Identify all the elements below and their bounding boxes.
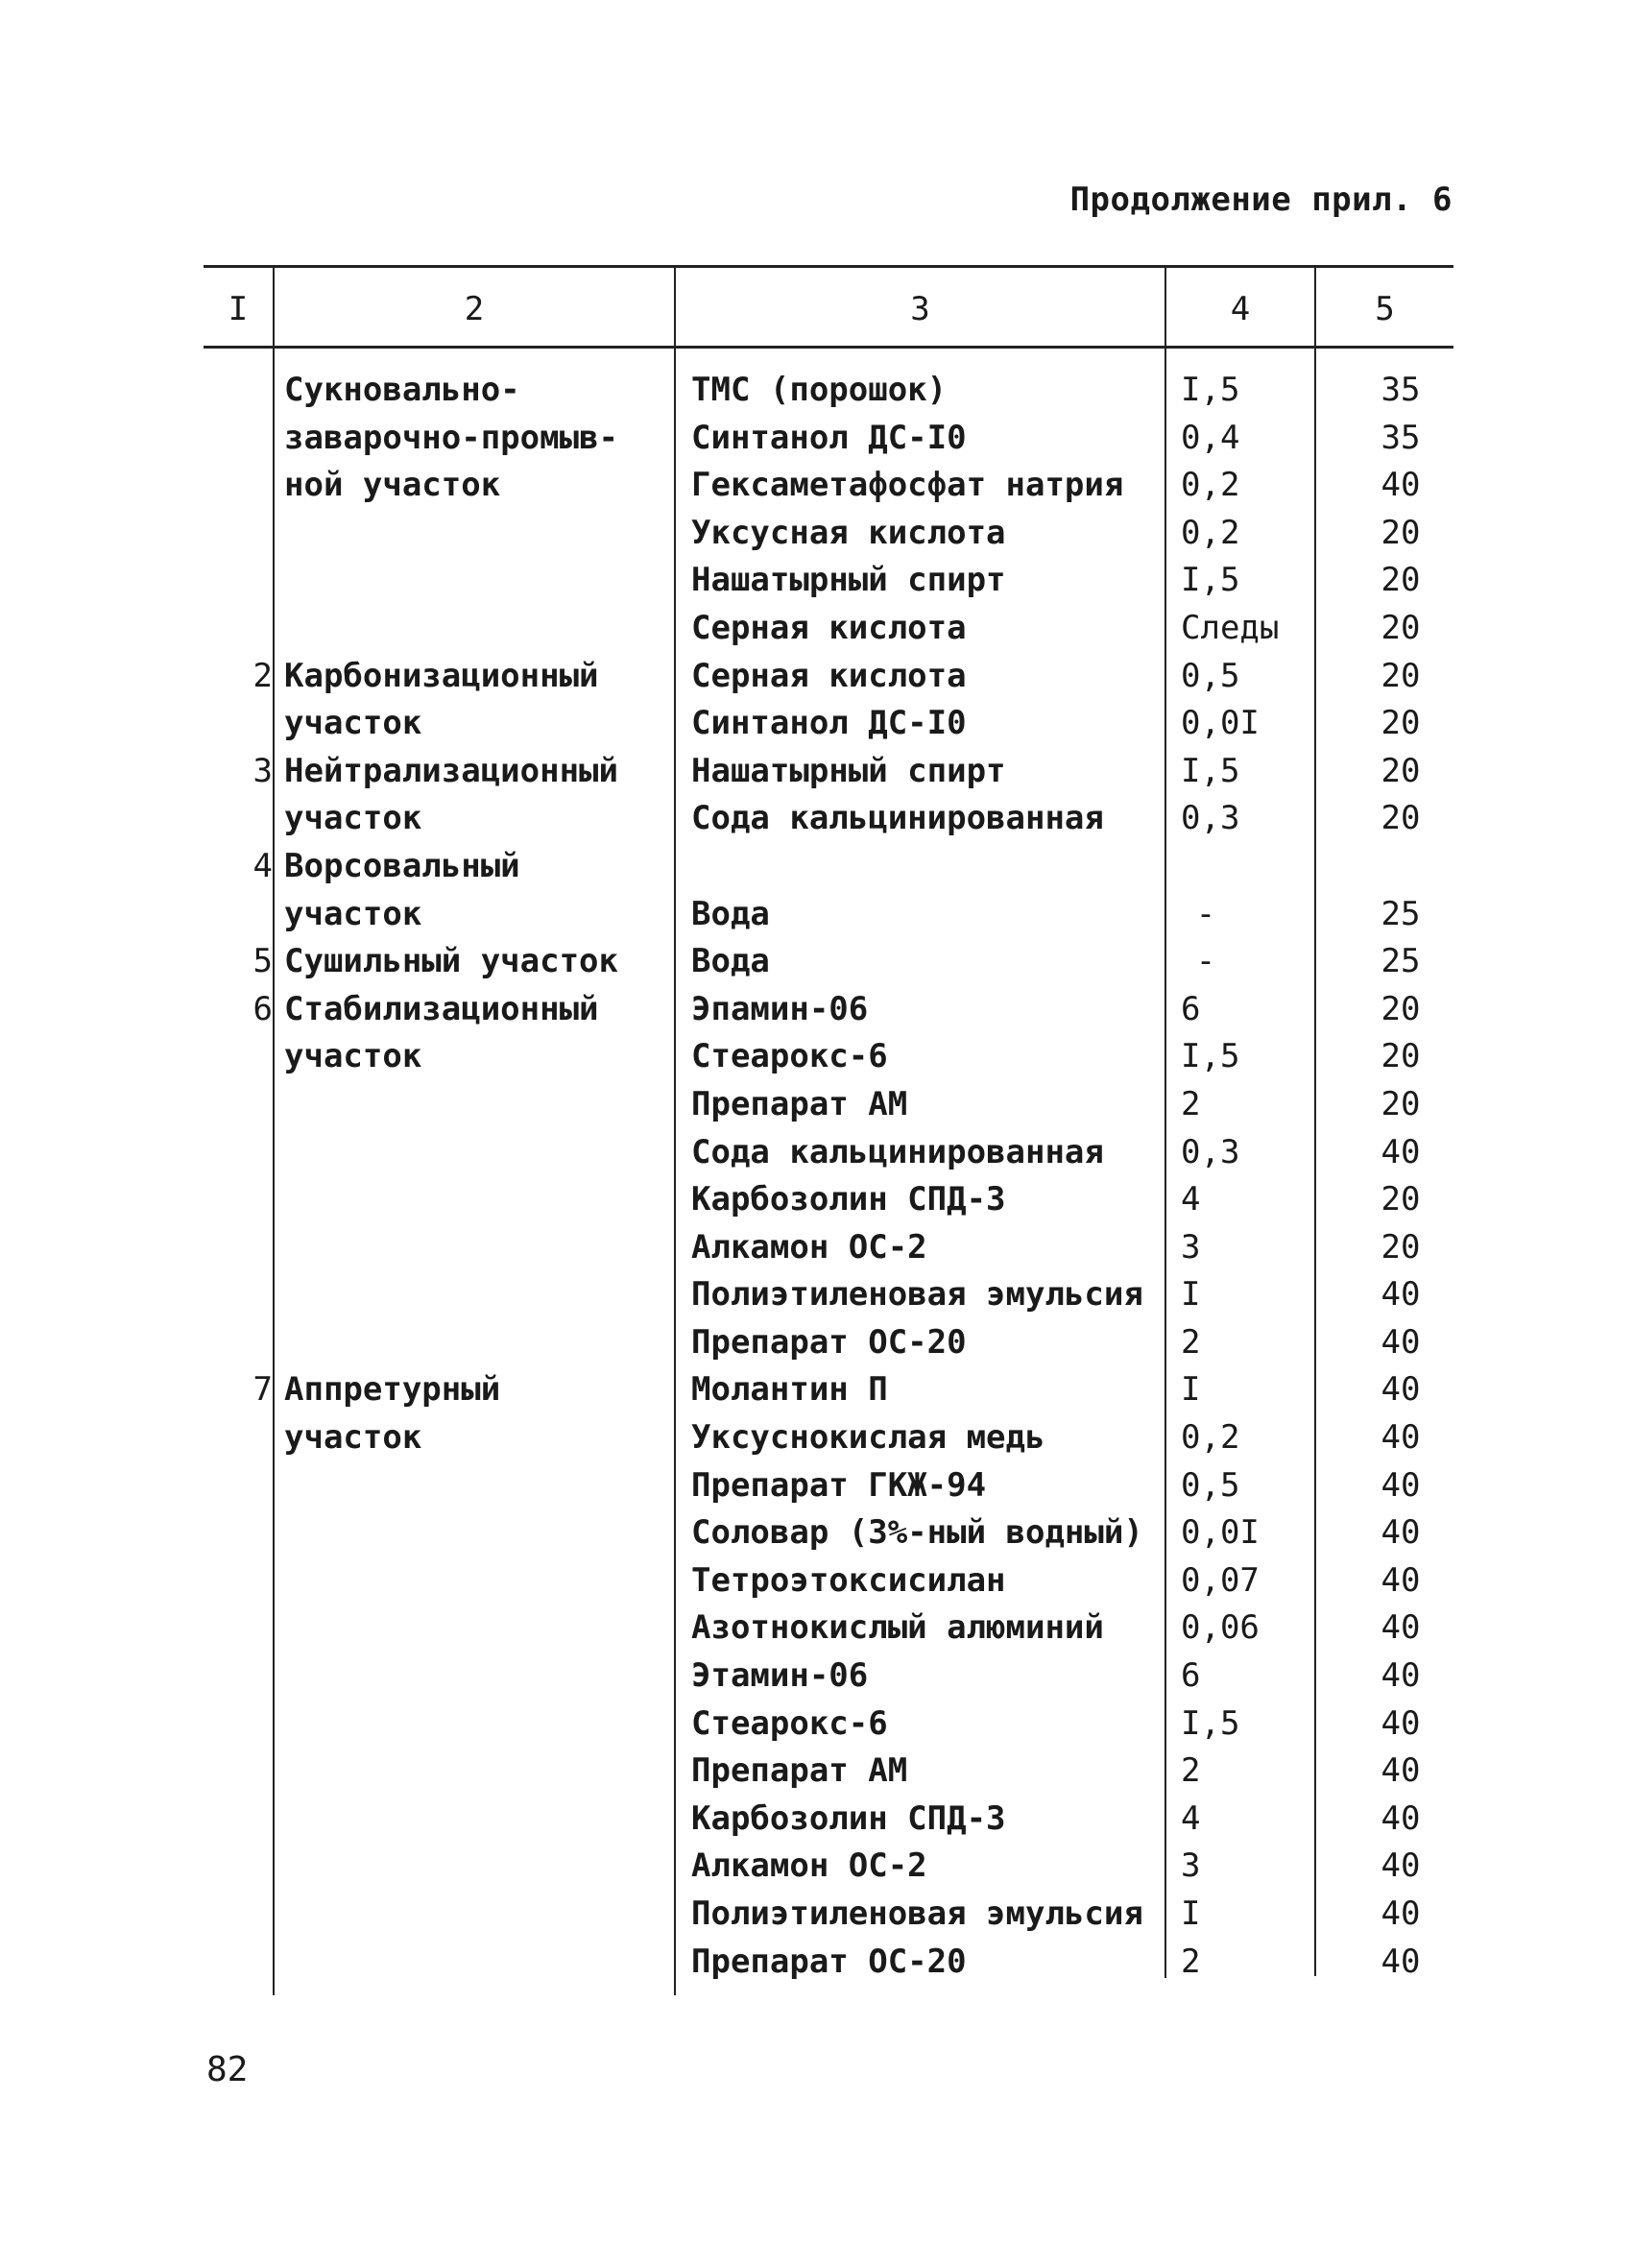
area-name	[284, 1129, 678, 1177]
area-name: участок	[284, 894, 422, 933]
table-row	[204, 891, 1453, 939]
row-number	[204, 367, 273, 415]
substance-name: Вода	[691, 942, 770, 981]
amount-value: 2	[1181, 1322, 1201, 1362]
temperature-value: 20	[1381, 656, 1421, 695]
table-row	[204, 1176, 1453, 1224]
row-number	[204, 415, 273, 463]
amount-value: I	[1181, 1370, 1201, 1410]
table-row	[204, 1224, 1453, 1272]
area-name	[284, 1796, 678, 1844]
area-name: заварочно-промыв-	[284, 418, 618, 457]
row-number	[204, 1033, 273, 1081]
area-name: ной участок	[284, 466, 501, 505]
row-number	[204, 1319, 273, 1367]
table-row	[204, 843, 1453, 891]
row-number-text: 5	[252, 942, 273, 981]
temperature-value: 20	[1381, 799, 1421, 838]
substance-name: Сода кальцинированная	[691, 1132, 1104, 1171]
row-number	[204, 1939, 273, 1987]
amount-value: I	[1181, 1275, 1201, 1315]
table-row	[204, 1748, 1453, 1796]
table-row	[204, 462, 1453, 510]
area-name: участок	[284, 1418, 422, 1458]
page-heading: Продолжение прил. 6	[1069, 181, 1453, 219]
substance-name: Препарат ОС-20	[691, 1322, 967, 1362]
table-row	[204, 510, 1453, 558]
amount-value: 0,5	[1181, 656, 1240, 695]
area-name: Нейтрализационный	[284, 751, 618, 790]
amount-value: 0,06	[1181, 1608, 1260, 1648]
area-name: Аппретурный	[284, 1370, 501, 1410]
area-name	[284, 1462, 678, 1510]
temperature-value: 20	[1381, 1084, 1421, 1123]
area-name: Карбонизационный	[284, 656, 599, 695]
substance-name: Серная кислота	[691, 608, 967, 647]
table-row	[204, 1796, 1453, 1844]
row-number	[204, 1224, 273, 1272]
column-header-5: 5	[1375, 290, 1395, 328]
substance-name: Нашатырный спирт	[691, 561, 1006, 600]
temperature-value: 20	[1381, 561, 1421, 600]
amount-value: 3	[1181, 1227, 1201, 1267]
substance-name: Вода	[691, 894, 770, 933]
temperature-value: 40	[1381, 1560, 1421, 1600]
row-number	[204, 1176, 273, 1224]
table-row	[204, 1081, 1453, 1129]
area-name	[284, 1557, 678, 1605]
area-name	[284, 1604, 678, 1653]
amount-value: 0,0I	[1181, 704, 1260, 743]
substance-name: Полиэтиленовая эмульсия	[691, 1894, 1143, 1933]
page-number: 82	[206, 2050, 249, 2089]
amount-value: 0,5	[1181, 1465, 1240, 1505]
amount-value: I,5	[1181, 561, 1240, 600]
row-number	[204, 938, 273, 986]
table-row	[204, 1462, 1453, 1510]
amount-value: 0,07	[1181, 1560, 1260, 1600]
table-row	[204, 1033, 1453, 1081]
temperature-value: 35	[1381, 371, 1421, 409]
amount-value: 0,2	[1181, 513, 1240, 552]
area-name: Сукновально-	[284, 371, 520, 409]
table-row	[204, 653, 1453, 701]
column-header-4: 4	[1230, 290, 1251, 328]
temperature-value: 40	[1381, 1608, 1421, 1648]
temperature-value: 40	[1381, 1656, 1421, 1696]
row-number	[204, 1701, 273, 1749]
temperature-value: 40	[1381, 1418, 1421, 1458]
row-number	[204, 605, 273, 653]
amount-dash: -	[1195, 894, 1216, 933]
table-row	[204, 700, 1453, 748]
temperature-value: 40	[1381, 1703, 1421, 1743]
table-row	[204, 1414, 1453, 1462]
row-number-text: 3	[252, 751, 273, 790]
table-row	[204, 605, 1453, 653]
substance-name: Эпамин-06	[691, 989, 869, 1028]
area-name: Стабилизационный	[284, 989, 599, 1028]
substance-name: Препарат ГКЖ-94	[691, 1465, 987, 1505]
table-row	[204, 938, 1453, 986]
substance-name: Сода кальцинированная	[691, 799, 1104, 838]
row-number	[204, 510, 273, 558]
row-number	[204, 891, 273, 939]
temperature-value: 40	[1381, 1132, 1421, 1171]
row-number	[204, 1081, 273, 1129]
amount-value: 0,4	[1181, 418, 1240, 457]
temperature-value: 40	[1381, 1894, 1421, 1933]
amount-value: 2	[1181, 1084, 1201, 1123]
substance-name: Карбозолин СПД-3	[691, 1798, 1006, 1838]
substance-name: Серная кислота	[691, 656, 967, 695]
temperature-value: 20	[1381, 751, 1421, 790]
substance-name: Полиэтиленовая эмульсия	[691, 1275, 1143, 1315]
table-row	[204, 1366, 1453, 1414]
row-number	[204, 1796, 273, 1844]
temperature-value: 25	[1381, 894, 1421, 933]
substance-name: Молантин П	[691, 1370, 888, 1410]
row-number	[204, 1557, 273, 1605]
row-number-text: 7	[252, 1370, 273, 1410]
area-name	[284, 1319, 678, 1367]
area-name	[284, 1891, 678, 1939]
amount-value: 0,0I	[1181, 1513, 1260, 1553]
table-row	[204, 415, 1453, 463]
area-name: Сушильный участок	[284, 942, 618, 981]
table-row	[204, 1653, 1453, 1701]
area-name	[284, 1653, 678, 1701]
amount-value	[1181, 891, 1315, 939]
temperature-value: 20	[1381, 1227, 1421, 1267]
temperature-value	[1357, 843, 1444, 891]
amount-value: I,5	[1181, 371, 1240, 409]
temperature-value: 40	[1381, 1370, 1421, 1410]
row-number	[204, 1891, 273, 1939]
table-row	[204, 1604, 1453, 1653]
row-number	[204, 1509, 273, 1557]
area-name	[284, 1843, 678, 1891]
area-name: Ворсовальный	[284, 846, 520, 885]
amount-value: I	[1181, 1894, 1201, 1933]
row-number	[204, 557, 273, 605]
area-name	[284, 1271, 678, 1319]
amount-value: 2	[1181, 1942, 1201, 1981]
substance-name: Соловар (3%-ный водный)	[691, 1513, 1143, 1553]
row-number	[204, 1653, 273, 1701]
temperature-value: 35	[1381, 418, 1421, 457]
temperature-value: 25	[1381, 942, 1421, 981]
area-name	[284, 1224, 678, 1272]
row-number	[204, 1129, 273, 1177]
amount-value: Следы	[1181, 608, 1280, 647]
table-row	[204, 1509, 1453, 1557]
substance-name: ТМС (порошок)	[691, 371, 948, 409]
area-name	[284, 1176, 678, 1224]
temperature-value: 20	[1381, 608, 1421, 647]
substance-name: Карбозолин СПД-3	[691, 1180, 1006, 1219]
area-name	[284, 1509, 678, 1557]
area-name	[284, 1748, 678, 1796]
table-row	[204, 1129, 1453, 1177]
amount-value: 0,2	[1181, 1418, 1240, 1458]
table-row	[204, 795, 1453, 843]
substance-name: Этамин-06	[691, 1656, 869, 1696]
temperature-value: 40	[1381, 1751, 1421, 1791]
substance-name: Уксусная кислота	[691, 513, 1006, 552]
table-row	[204, 1557, 1453, 1605]
row-number	[204, 1843, 273, 1891]
temperature-value: 40	[1381, 1942, 1421, 1981]
substance-name: Стеарокс-6	[691, 1037, 888, 1076]
amount-value: I,5	[1181, 1703, 1240, 1743]
area-name: участок	[284, 799, 422, 838]
temperature-value: 20	[1381, 989, 1421, 1028]
row-number	[204, 700, 273, 748]
substance-name: Синтанол ДС-I0	[691, 418, 967, 457]
row-number	[204, 986, 273, 1034]
column-header-2: 2	[464, 290, 485, 328]
table-row	[204, 367, 1453, 415]
area-name: участок	[284, 1037, 422, 1076]
substance-name: Препарат АМ	[691, 1084, 908, 1123]
substance-name: Алкамон ОС-2	[691, 1227, 927, 1267]
substance-name: Стеарокс-6	[691, 1703, 888, 1743]
row-number	[204, 748, 273, 796]
row-number	[204, 462, 273, 510]
row-number	[204, 1366, 273, 1414]
table-row	[204, 1843, 1453, 1891]
table-row	[204, 1271, 1453, 1319]
row-number-text: 2	[252, 656, 273, 695]
row-number	[204, 1462, 273, 1510]
row-number	[204, 1748, 273, 1796]
amount-value: 4	[1181, 1798, 1201, 1838]
column-header-3: 3	[910, 290, 930, 328]
row-number	[204, 1604, 273, 1653]
amount-value: 2	[1181, 1751, 1201, 1791]
temperature-value: 20	[1381, 1180, 1421, 1219]
amount-value: I,5	[1181, 1037, 1240, 1076]
substance-name: Алкамон ОС-2	[691, 1846, 927, 1886]
substance-name: Синтанол ДС-I0	[691, 704, 967, 743]
amount-value: 6	[1181, 1656, 1201, 1696]
temperature-value: 20	[1381, 1037, 1421, 1076]
table-row	[204, 1701, 1453, 1749]
amount-value: 0,3	[1181, 799, 1240, 838]
temperature-value: 40	[1381, 466, 1421, 505]
table-row	[204, 1939, 1453, 1987]
temperature-value: 40	[1381, 1322, 1421, 1362]
area-name	[284, 1939, 678, 1987]
area-name	[284, 1701, 678, 1749]
temperature-value: 40	[1381, 1275, 1421, 1315]
substance-name: Нашатырный спирт	[691, 751, 1006, 790]
table-row	[204, 1891, 1453, 1939]
amount-value: I,5	[1181, 751, 1240, 790]
temperature-value: 40	[1381, 1798, 1421, 1838]
amount-value	[1181, 938, 1315, 986]
table-row	[204, 986, 1453, 1034]
substance-name: Препарат ОС-20	[691, 1942, 967, 1981]
row-number-text: 4	[252, 846, 273, 885]
row-number	[204, 653, 273, 701]
amount-value: 0,3	[1181, 1132, 1240, 1171]
substance-name	[691, 843, 1171, 891]
row-number	[204, 843, 273, 891]
row-number	[204, 1414, 273, 1462]
substance-name: Гексаметафосфат натрия	[691, 466, 1124, 505]
area-name: участок	[284, 704, 422, 743]
substance-name: Уксуснокислая медь	[691, 1418, 1045, 1458]
area-name	[284, 557, 678, 605]
temperature-value: 40	[1381, 1846, 1421, 1886]
temperature-value: 40	[1381, 1513, 1421, 1553]
row-number-text: 6	[252, 989, 273, 1028]
amount-value: 4	[1181, 1180, 1201, 1219]
temperature-value: 20	[1381, 513, 1421, 552]
amount-value	[1181, 843, 1315, 891]
amount-value: 6	[1181, 989, 1201, 1028]
table-body	[204, 367, 1453, 1986]
amount-dash: -	[1195, 942, 1216, 981]
substance-name: Тетроэтоксисилан	[691, 1560, 1006, 1600]
table-top-rule	[204, 265, 1453, 268]
area-name	[284, 605, 678, 653]
table-row	[204, 748, 1453, 796]
area-name	[284, 510, 678, 558]
table-row	[204, 1319, 1453, 1367]
column-header-1: I	[228, 290, 249, 328]
amount-value: 0,2	[1181, 466, 1240, 505]
table-header-rule	[204, 346, 1453, 349]
substance-name: Препарат АМ	[691, 1751, 908, 1791]
table-row	[204, 557, 1453, 605]
temperature-value: 40	[1381, 1465, 1421, 1505]
row-number	[204, 1271, 273, 1319]
area-name	[284, 1081, 678, 1129]
substance-name: Азотнокислый алюминий	[691, 1608, 1104, 1648]
row-number	[204, 795, 273, 843]
temperature-value: 20	[1381, 704, 1421, 743]
amount-value: 3	[1181, 1846, 1201, 1886]
